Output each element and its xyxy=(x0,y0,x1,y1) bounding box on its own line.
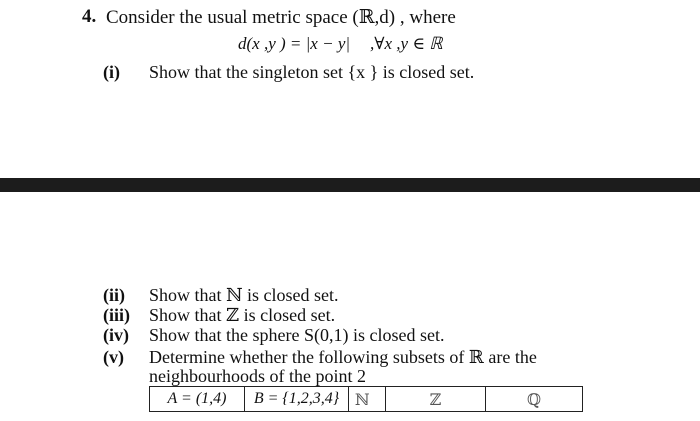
question-number: 4. xyxy=(82,6,97,27)
part-label-v: (v) xyxy=(103,347,124,367)
part-label-ii: (ii) xyxy=(103,285,125,305)
part-text-iii: Show that ℤ is closed set. xyxy=(149,305,336,325)
part-text-ii: Show that ℕ is closed set. xyxy=(149,285,339,305)
subset-cell-integers: ℤ xyxy=(386,387,486,411)
part-label-i: (i) xyxy=(103,62,120,82)
part-text-i: Show that the singleton set {x } is closed set. xyxy=(149,62,475,82)
question-intro: Consider the usual metric space (ℝ,d) , where xyxy=(106,7,456,28)
part-text-v: Determine whether the following subsets of ℝ are the xyxy=(149,347,537,367)
part-label-iii: (iii) xyxy=(103,305,130,325)
part-label-iv: (iv) xyxy=(103,325,129,345)
page-divider xyxy=(0,178,700,192)
subset-cell-b: B = {1,2,3,4} xyxy=(245,387,349,411)
subset-cell-rationals: ℚ xyxy=(527,389,541,409)
subset-cell-a: A = (1,4) xyxy=(150,387,245,411)
metric-formula xyxy=(238,34,443,54)
formula-expression: d(x ,y ) = |x − y| xyxy=(238,34,351,53)
formula-condition: ,∀x ,y ∈ ℝ xyxy=(370,34,443,53)
subsets-table xyxy=(149,386,583,412)
part-text-iv: Show that the sphere S(0,1) is closed set. xyxy=(149,325,445,345)
part-text-v-line2: neighbourhoods of the point 2 xyxy=(149,366,366,386)
subset-cell-naturals: ℕ xyxy=(349,387,386,411)
